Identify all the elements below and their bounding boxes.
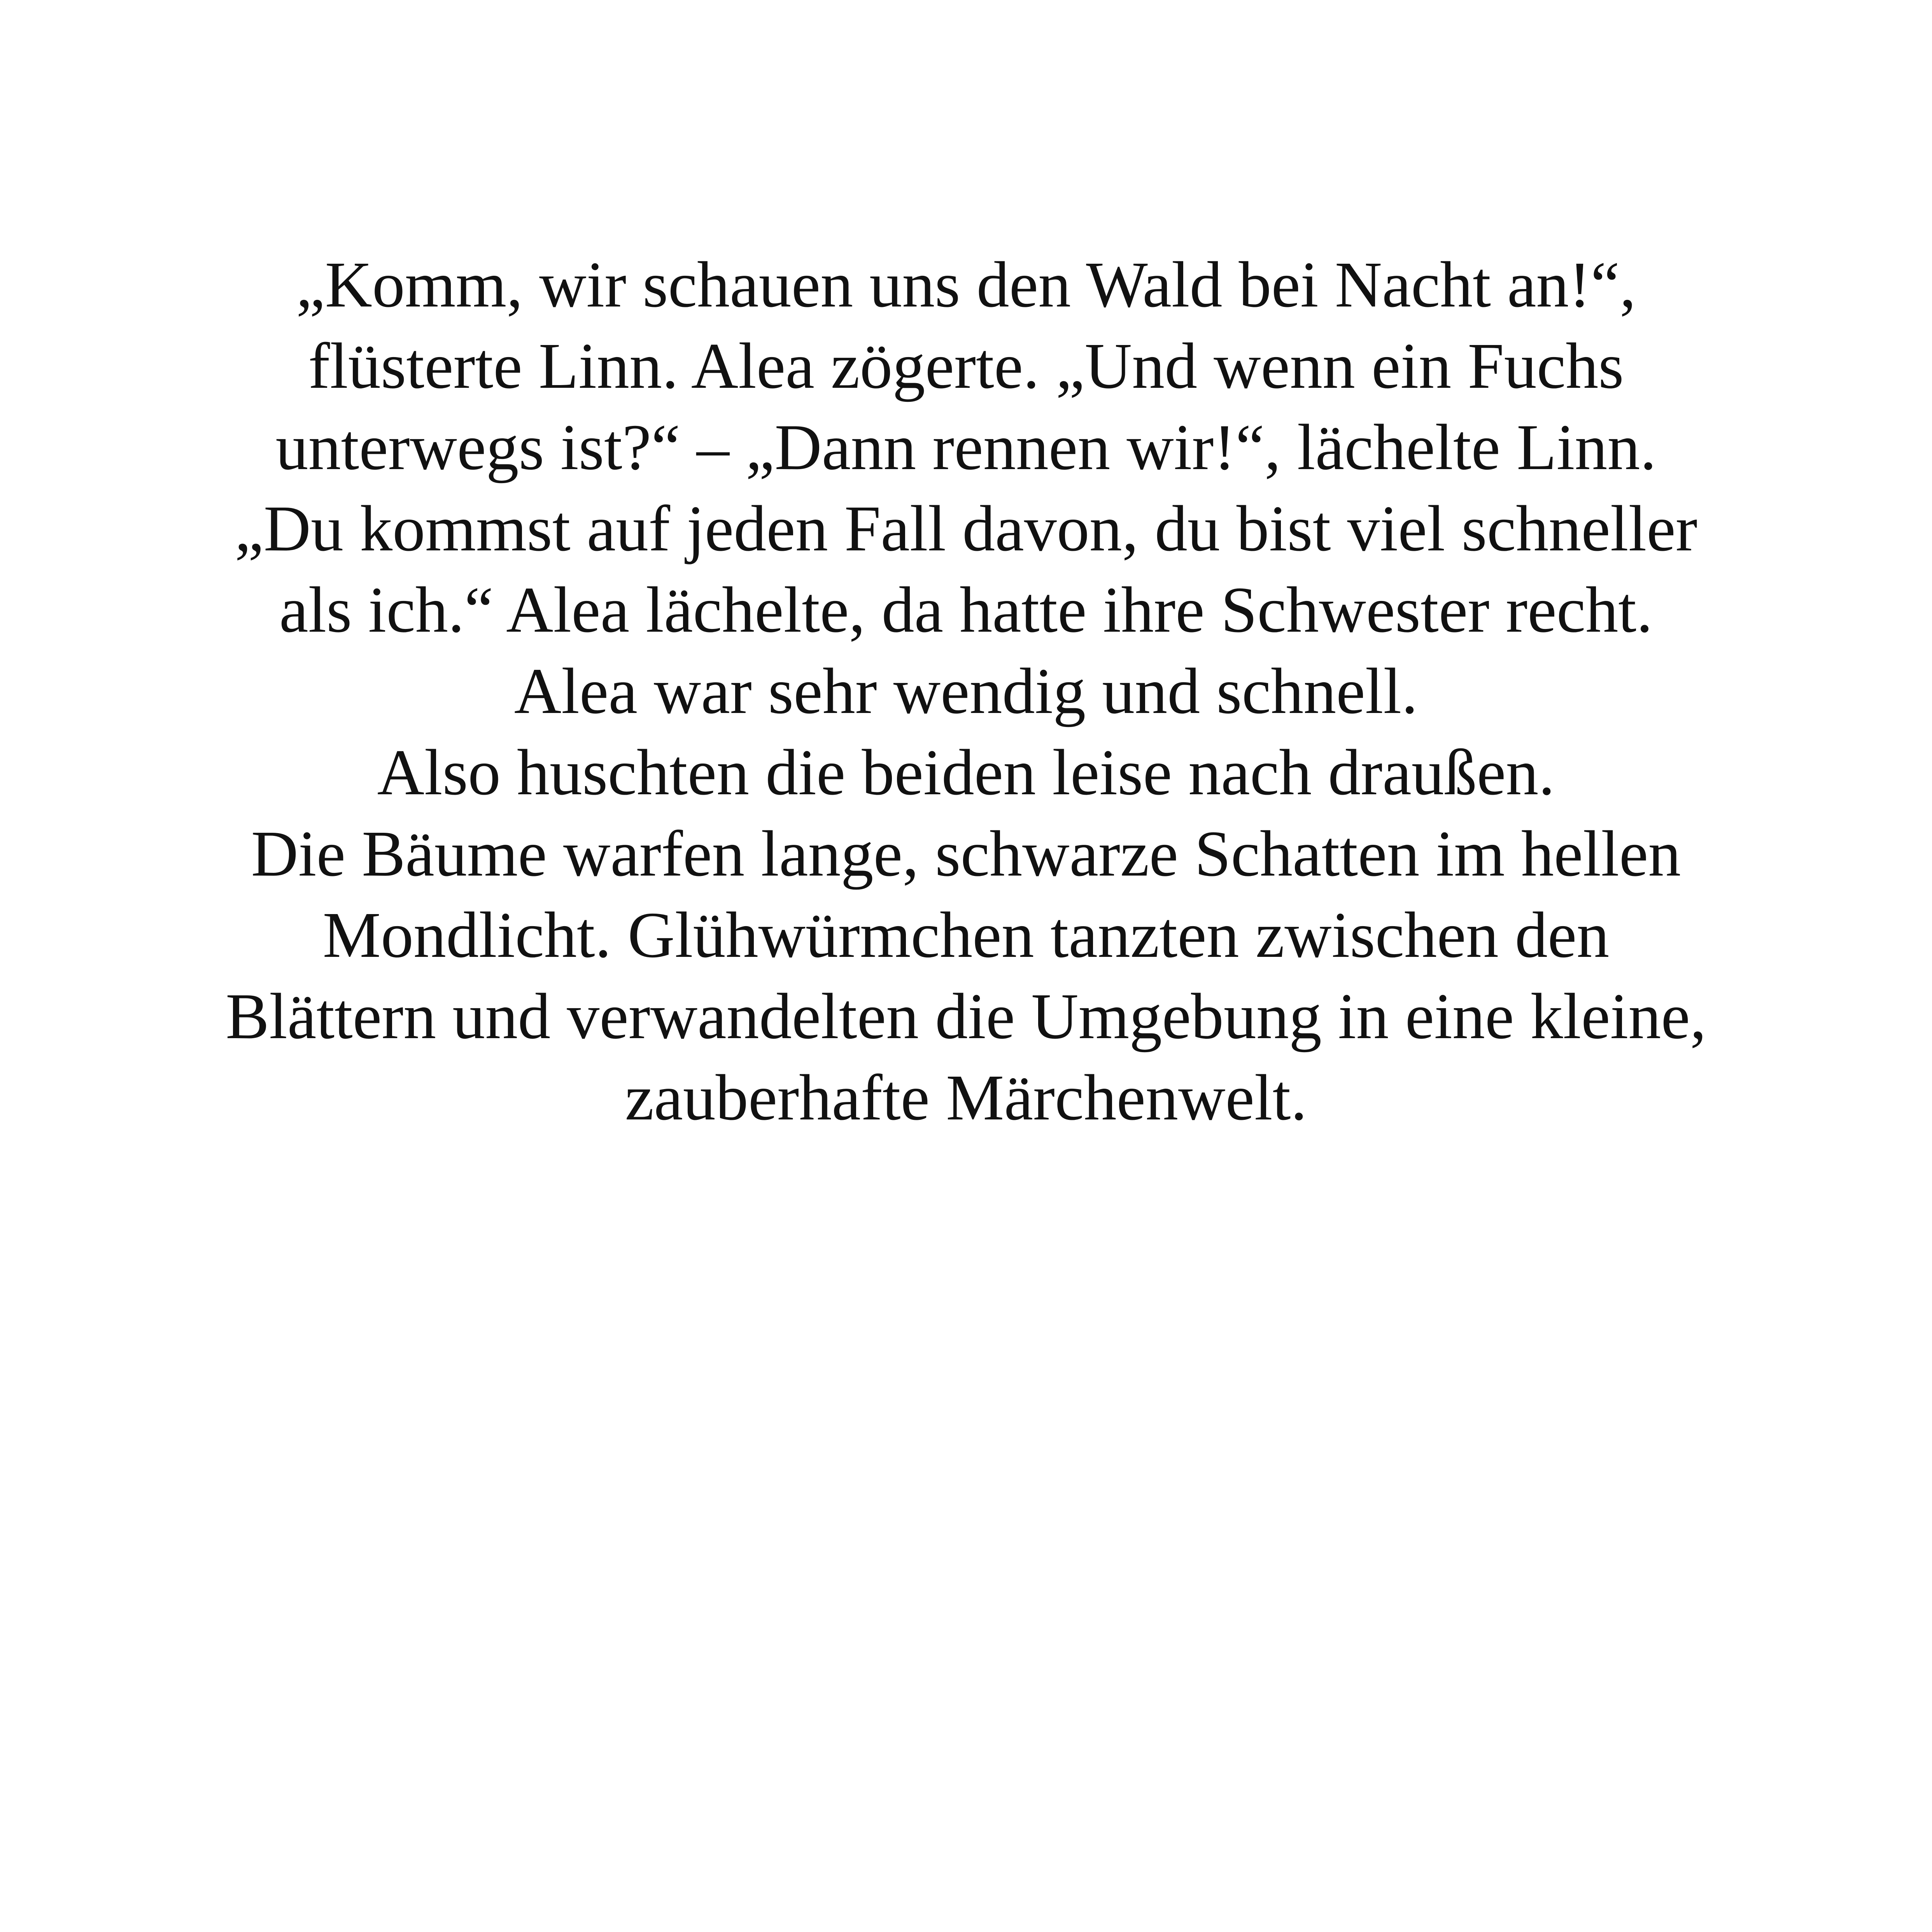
story-line: „Du kommst auf jeden Fall davon, du bist viel schneller [235,492,1697,565]
story-line: Mondlicht. Glühwürmchen tanzten zwischen den [322,899,1610,971]
story-line: Blättern und verwandelten die Umgebung in eine kleine, [226,980,1706,1053]
story-line: unterwegs ist?“ – „Dann rennen wir!“, lächelte Linn. [275,411,1657,483]
story-line: Alea war sehr wendig und schnell. [514,655,1418,727]
story-line: „Komm, wir schauen uns den Wald bei Nacht an!“, [296,249,1636,321]
story-text [0,244,1932,1139]
story-line: Die Bäume warfen lange, schwarze Schatten im hellen [251,818,1681,890]
story-line: zauberhafte Märchenwelt. [625,1061,1307,1134]
story-line: flüsterte Linn. Alea zögerte. „Und wenn ein Fuchs [308,330,1624,402]
story-line: Also huschten die beiden leise nach draußen. [377,736,1555,809]
story-line: als ich.“ Alea lächelte, da hatte ihre Schwester recht. [279,574,1653,646]
